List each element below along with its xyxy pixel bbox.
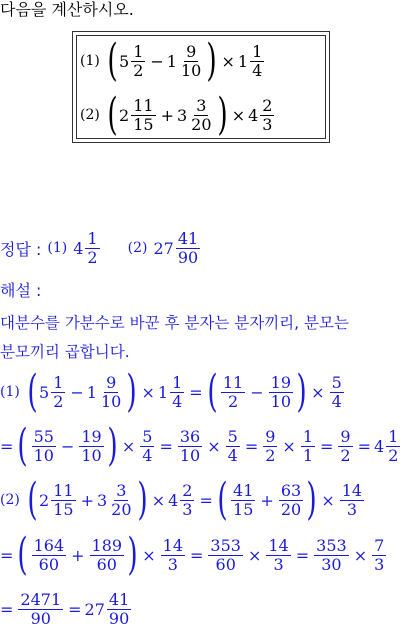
problem-2: (2) ( 2 $\frac{11}{15}$ + 3 $\frac{3}{20}$ ) × 4 $\frac{2}{3}$ [80, 89, 273, 140]
instruction: 다음을 계산하시오. [0, 0, 134, 19]
problem-1: (1) ( 5 $\frac{1}{2}$ − 1 $\frac{9}{10}$ ) × 1 $\frac{1}{4}$ [80, 35, 263, 86]
answer-title: 정답 : [0, 239, 42, 259]
problem-2-label: (2) [80, 107, 100, 123]
explanation-text-2: 분모끼리 곱합니다. [0, 343, 130, 361]
step-4: = ( $\frac{164}{60}$ + $\frac{189}{60}$ ) × $\frac{14}{3}$ = $\frac{353}{60}$ × $\frac{14}{3}$ = $\frac{353}{30}$ × $\frac{7}{3}$ [0, 529, 385, 580]
answer-line: 정답 : (1) 4 $\frac{1}{2}$ (2) 27 $\frac{41}{90}$ [0, 228, 199, 267]
problem-1-label: (1) [80, 53, 100, 69]
step-3: (2) ( 2 $\frac{11}{15}$ + 3 $\frac{3}{20}$ ) × 4 $\frac{2}{3}$ = ( $\frac{41}{15}$ + $\frac{63}{20}$ ) × $\frac{14}{3}$ [0, 474, 363, 525]
step-1: (1) ( 5 $\frac{1}{2}$ − 1 $\frac{9}{10}$ ) × 1 $\frac{1}{4}$ = ( $\frac{11}{2}$ − $\frac{19}{10}$ ) × $\frac{5}{4}$ [0, 366, 342, 417]
explanation-text-1: 대분수를 가분수로 바꾼 후 분자는 분자끼리, 분모는 [0, 314, 349, 332]
explanation-title: 해설 : [0, 281, 42, 300]
step-5: = $\frac{2471}{90}$ = 27 $\frac{41}{90}$ [0, 589, 130, 628]
step-2: = ( $\frac{55}{10}$ − $\frac{19}{10}$ ) × $\frac{5}{4}$ = $\frac{36}{10}$ × $\frac{5}{4}$ = $\frac{9}{2}$ × $\frac{1}{1}$ = $\frac{9}{2}$ = 4 $\frac{1}{2}$ [0, 420, 399, 471]
